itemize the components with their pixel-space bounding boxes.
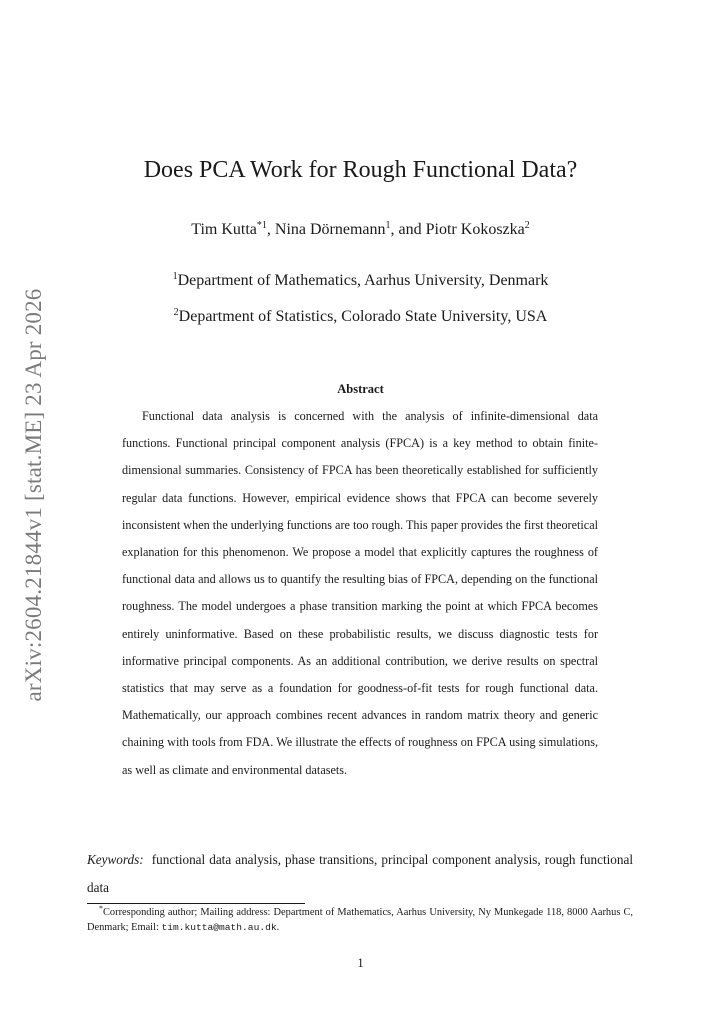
author-email[interactable]: tim.kutta@math.au.dk <box>161 922 277 933</box>
paper-title: Does PCA Work for Rough Functional Data? <box>143 157 578 183</box>
author-list <box>0 221 721 239</box>
affiliation-mark: 1 <box>172 271 178 282</box>
author-separator: , <box>266 221 275 238</box>
affiliation-2 <box>0 308 721 326</box>
keywords-text: functional data analysis, phase transitions, principal component analysis, rough functional data <box>87 852 634 895</box>
abstract-heading: Abstract <box>337 382 384 396</box>
footnote-mark: * <box>99 904 103 913</box>
author-name: Tim Kutta <box>191 221 257 238</box>
affiliation-text: Department of Mathematics, Aarhus University, Denmark <box>177 272 549 289</box>
footnote-end: . <box>276 922 280 933</box>
author-affiliation-mark: 1 <box>385 220 391 231</box>
footnote-divider <box>87 903 305 904</box>
author-affiliation-mark: 2 <box>524 220 530 231</box>
affiliation-text: Department of Statistics, Colorado State University, USA <box>178 308 548 325</box>
keywords-label: Keywords: <box>87 852 144 867</box>
affiliation-mark: 2 <box>173 307 179 318</box>
corresponding-author-footnote <box>87 905 633 935</box>
author-name: Piotr Kokoszka <box>425 221 525 238</box>
footnote-text: Corresponding author; Mailing address: Department of Mathematics, Aarhus University, Ny Munkegade 118, 8000 Aarhus C, Denmark; Email: <box>87 907 633 933</box>
page-number: 1 <box>357 956 364 970</box>
keywords <box>87 846 633 902</box>
abstract-text: Functional data analysis is concerned with the analysis of infinite-dimensional data functions. Functional principal component analysis (FPCA) is a key method to obtain finite-dimensional summaries. Consistency of FPCA has been theoretically established for sufficiently regular data functions. However, empirical evidence shows that FPCA can become severely inconsistent when the underlying functions are too rough. This paper provides the first theoretical explanation for this phenomenon. We propose a model that explicitly captures the roughness of functional data and allows us to quantify the resulting bias of FPCA, depending on the functional roughness. The model undergoes a phase transition marking the point at which FPCA becomes entirely uninformative. Based on these probabilistic results, we discuss diagnostic tests for informative principal components. As an additional contribution, we derive results on spectral statistics that may serve as a foundation for goodness-of-fit tests for rough functional data. Mathematically, our approach combines recent advances in random matrix theory and generic chaining with tools from FDA. We illustrate the effects of roughness on FPCA using simulations, as well as climate and environmental datasets. <box>122 409 598 777</box>
author-affiliation-mark: *1 <box>256 220 267 231</box>
affiliation-1 <box>0 272 721 290</box>
arxiv-identifier-stamp: arXiv:2604.21844v1 [stat.ME] 23 Apr 2026 <box>21 288 46 702</box>
author-name: Nina Dörnemann <box>274 221 386 238</box>
author-separator: , and <box>390 221 426 238</box>
